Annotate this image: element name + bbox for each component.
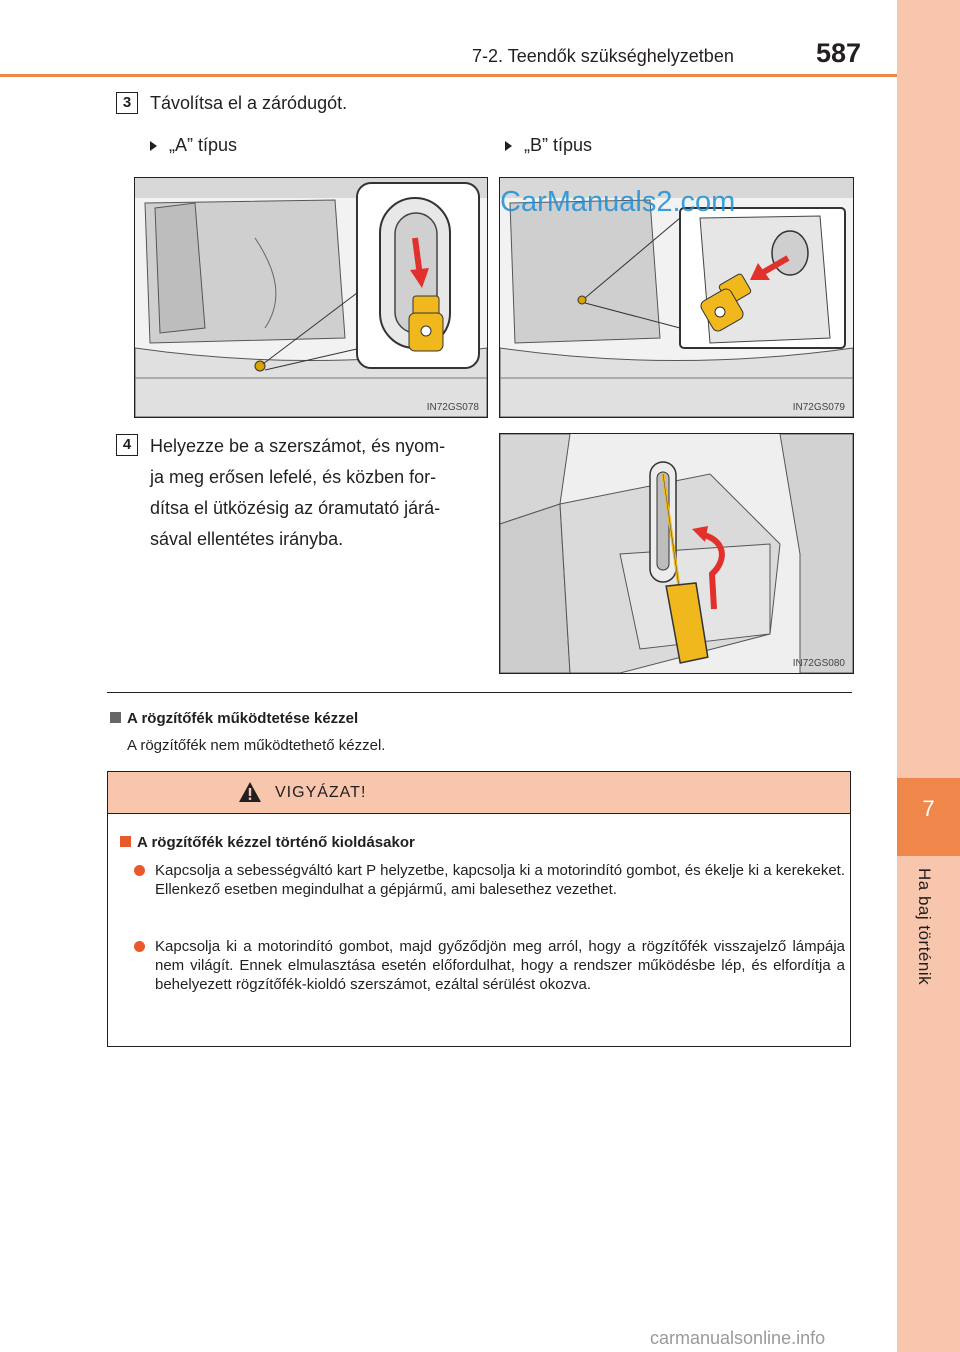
step-4-line-3: dítsa el ütközésig az óramutató járá- (150, 498, 441, 518)
footer-watermark: carmanualsonline.info (650, 1328, 826, 1348)
warning-bullet-1-text: Kapcsolja a sebességváltó kart P helyzetbe, kapcsolja ki a motorindító gombot, és ékelje ki a kerekeket. Ellenkező esetben megindulhat a gépjármű, ami balesethez vezethet. (155, 862, 845, 898)
warning-header (108, 772, 850, 814)
warning-triangle-icon (238, 781, 262, 803)
note-body: A rögzítőfék nem működtethető kézzel. (127, 737, 386, 754)
figure-a-code: IN72GS078 (426, 402, 479, 413)
triangle-bullet-icon (505, 141, 512, 151)
section-divider (107, 692, 852, 693)
triangle-bullet-icon (150, 141, 157, 151)
chapter-title: Ha baj történik (915, 868, 934, 986)
warning-title: VIGYÁZAT! (275, 784, 367, 801)
type-b-label (505, 135, 592, 156)
tool-insertion-illustration (500, 434, 853, 673)
header-section-title: 7-2. Teendők szükséghelyzetben (472, 46, 734, 66)
watermark: CarManuals2.com (500, 186, 736, 218)
page-number: 587 (816, 38, 862, 68)
warning-bullet-2 (135, 937, 845, 994)
chapter-sidebar (897, 0, 960, 1352)
trunk-illustration-a (135, 178, 487, 417)
chapter-number: 7 (922, 796, 935, 821)
type-a-label (150, 135, 237, 156)
step-3-badge: 3 (116, 92, 138, 114)
step-3-text: Távolítsa el a záródugót. (150, 93, 348, 113)
type-a-text: „A” típus (169, 135, 238, 155)
warning-subheading-text: A rögzítőfék kézzel történő kioldásakor (137, 834, 415, 851)
warning-box (107, 771, 851, 1047)
step-4-badge: 4 (116, 434, 138, 456)
header-rule (0, 74, 897, 77)
square-bullet-icon (110, 712, 121, 723)
note-heading-text: A rögzítőfék működtetése kézzel (127, 710, 359, 727)
step-4-line-1: Helyezze be a szerszámot, és nyom- (150, 436, 446, 456)
note-heading (110, 710, 358, 727)
figure-step-4 (499, 433, 854, 674)
figure-step-4-code: IN72GS080 (792, 658, 845, 669)
round-bullet-icon (134, 941, 145, 952)
round-bullet-icon (134, 865, 145, 876)
warning-subheading (120, 834, 415, 851)
figure-b-code: IN72GS079 (792, 402, 845, 413)
type-b-text: „B” típus (524, 135, 593, 155)
warning-bullet-1 (135, 861, 845, 899)
step-4-line-4: sával ellentétes irányba. (150, 529, 344, 549)
figure-type-a (134, 177, 488, 418)
step-4-line-2: ja meg erősen lefelé, és közben for- (150, 467, 437, 487)
warning-bullet-2-text: Kapcsolja ki a motorindító gombot, majd győződjön meg arról, hogy a rögzítőfék visszajelző lámpája nem világít. Ennek elmulasztása esetén előfordulhat, hogy a rendszer működésbe lép, és elfordítja a behelyezett rögzítőfék-kioldó szerszámot, ezáltal sérülést okozva. (155, 938, 845, 993)
square-bullet-icon (120, 836, 131, 847)
